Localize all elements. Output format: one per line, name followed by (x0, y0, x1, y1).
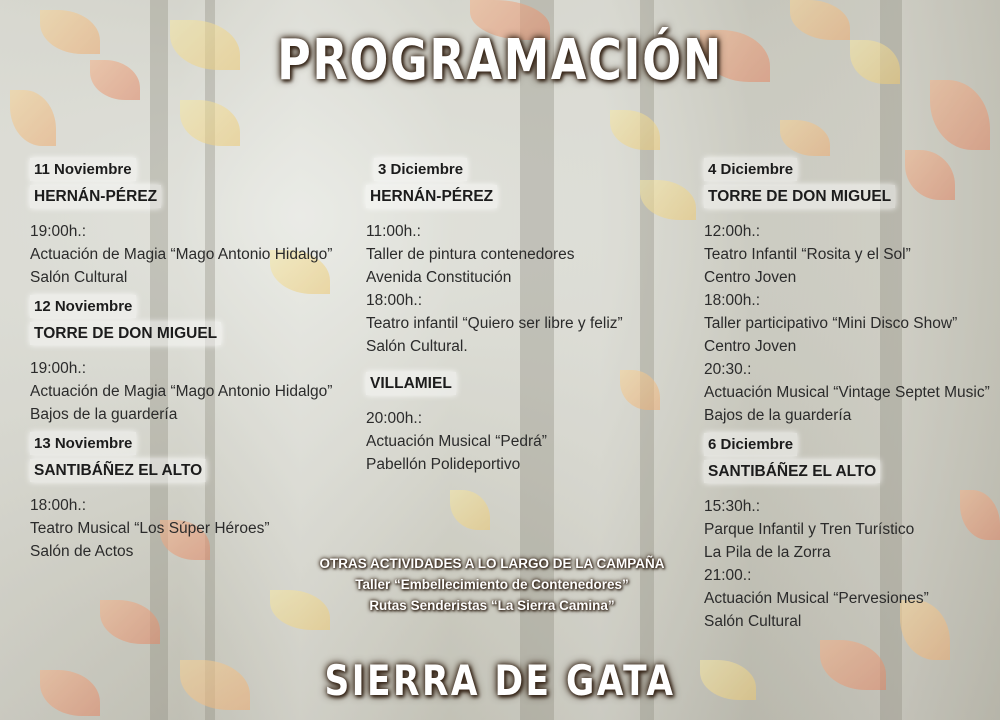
event-activity: Taller de pintura contenedores (366, 246, 575, 263)
event-place: SANTIBÁÑEZ EL ALTO (30, 459, 206, 482)
event-block (30, 295, 332, 426)
event-activity: Actuación Musical “Pervesiones” (704, 590, 929, 607)
event-venue: Pabellón Polideportivo (366, 456, 521, 473)
event-venue: Centro Joven (704, 269, 797, 286)
schedule-column-3 (704, 158, 990, 633)
schedule-column-1 (30, 158, 332, 563)
other-activity-item: Taller “Embellecimiento de Contenedores” (355, 577, 629, 592)
event-block (30, 158, 332, 289)
event-block (366, 158, 623, 358)
event-activity: Actuación Musical “Vintage Septet Music” (704, 384, 990, 401)
event-time: 19:00h.: (30, 223, 87, 240)
event-venue: Bajos de la guardería (704, 407, 852, 424)
event-venue: Salón Cultural (30, 269, 128, 286)
other-activities (300, 553, 684, 616)
event-activity: Actuación de Magia “Mago Antonio Hidalgo” (30, 383, 333, 400)
event-activity: Teatro infantil “Quiero ser libre y feliz” (366, 315, 623, 332)
event-time: 18:00h.: (30, 497, 87, 514)
event-time: 18:00h.: (704, 292, 761, 309)
event-block (704, 433, 990, 633)
event-place: VILLAMIEL (366, 372, 456, 395)
other-activity-item: Rutas Senderistas “La Sierra Camina” (369, 598, 615, 613)
event-venue: Centro Joven (704, 338, 797, 355)
event-activity: Teatro Musical “Los Súper Héroes” (30, 520, 270, 537)
event-block (30, 432, 332, 563)
event-time: 12:00h.: (704, 223, 761, 240)
event-activity: Teatro Infantil “Rosita y el Sol” (704, 246, 911, 263)
event-venue: La Pila de la Zorra (704, 544, 831, 561)
event-block (366, 372, 623, 476)
event-place: SANTIBÁÑEZ EL ALTO (704, 460, 880, 483)
event-place: TORRE DE DON MIGUEL (30, 322, 221, 345)
event-date: 4 Diciembre (704, 158, 797, 181)
event-time: 15:30h.: (704, 498, 761, 515)
event-venue: Salón Cultural. (366, 338, 468, 355)
event-activity: Actuación de Magia “Mago Antonio Hidalgo” (30, 246, 333, 263)
event-place: TORRE DE DON MIGUEL (704, 185, 895, 208)
event-place: HERNÁN-PÉREZ (30, 185, 161, 208)
event-venue: Salón de Actos (30, 543, 134, 560)
schedule-column-2 (366, 158, 623, 476)
event-time: 20:30.: (704, 361, 752, 378)
event-venue: Bajos de la guardería (30, 406, 178, 423)
page-title: PROGRAMACIÓN (277, 28, 723, 93)
other-activities-heading: OTRAS ACTIVIDADES A LO LARGO DE LA CAMPAÑA (319, 556, 665, 571)
event-block (704, 158, 990, 427)
event-time: 18:00h.: (366, 292, 423, 309)
event-activity: Parque Infantil y Tren Turístico (704, 521, 915, 538)
event-date: 6 Diciembre (704, 433, 797, 456)
event-date: 12 Noviembre (30, 295, 136, 318)
event-date: 3 Diciembre (374, 158, 467, 181)
event-time: 20:00h.: (366, 410, 423, 427)
event-activity: Actuación Musical “Pedrá” (366, 433, 547, 450)
event-activity: Taller participativo “Mini Disco Show” (704, 315, 958, 332)
event-time: 21:00.: (704, 567, 752, 584)
event-date: 13 Noviembre (30, 432, 136, 455)
event-time: 19:00h.: (30, 360, 87, 377)
event-date: 11 Noviembre (30, 158, 136, 181)
event-venue: Avenida Constitución (366, 269, 512, 286)
event-place: HERNÁN-PÉREZ (366, 185, 497, 208)
event-time: 11:00h.: (366, 223, 421, 240)
footer-title: SIERRA DE GATA (324, 656, 676, 705)
event-venue: Salón Cultural (704, 613, 802, 630)
